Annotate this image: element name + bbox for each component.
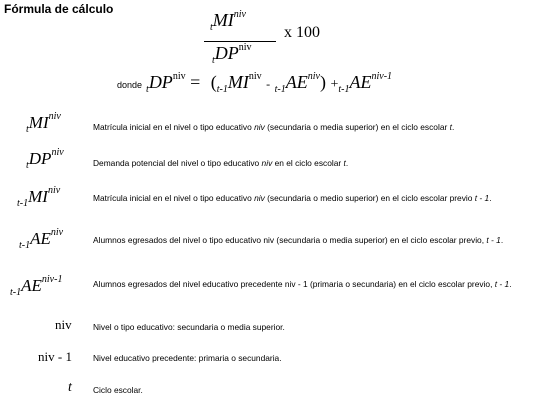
main-formula [200, 8, 340, 68]
description-ae-t1: Alumnos egresados del nivel o tipo educativo niv (secundaria o media superior) en el ciclo escolar previo, t - 1. [93, 235, 504, 245]
symbol-ae-t1-niv1: $_{t-1}AE^{niv-1}$ [10, 274, 63, 298]
formula-multiplier: x 100 [284, 24, 320, 41]
description-t: Ciclo escolar. [93, 385, 143, 395]
symbol-niv: niv [55, 317, 72, 332]
symbol-dp-t: $_tDP^{niv}$ [26, 147, 64, 171]
symbol-niv-minus-1: niv - 1 [38, 349, 72, 364]
description-ae-t1-niv1: Alumnos egresados del nivel educativo precedente niv - 1 (primaria o secundaria) en el ciclo escolar previo, t - 1. [93, 279, 512, 289]
page-title: Fórmula de cálculo [4, 2, 114, 16]
formula-numerator: $_tMI^{niv}$ [210, 9, 246, 33]
donde-label: donde [117, 80, 143, 90]
description-niv-minus-1: Nivel educativo precedente: primaria o secundaria. [93, 353, 282, 363]
symbol-mi-t1: $_{t-1}MI^{niv}$ [17, 185, 61, 209]
symbol-mi-t: $_tMI^{niv}$ [26, 111, 61, 135]
symbol-ae-t1: $_{t-1}AE^{niv}$ [19, 227, 64, 251]
symbol-t: t [68, 380, 72, 395]
description-niv: Nivel o tipo educativo: secundaria o media superior. [93, 322, 285, 332]
description-mi-t1: Matrícula inicial en el nivel o tipo educativo niv (secundaria o medio superior) en el ciclo escolar previo t - 1. [93, 193, 492, 203]
description-dp-t: Demanda potencial del nivel o tipo educativo niv en el ciclo escolar t. [93, 158, 349, 168]
definition-formula: donde $_tDP^{niv} = (_{t-1}MI^{niv} - _{t-1}AE^{niv}) +_{t-1}AE^{niv-1}$ [117, 71, 393, 95]
description-mi-t: Matrícula inicial en el nivel o tipo educativo niv (secundaria o media superior) en el ciclo escolar t. [93, 122, 455, 132]
formula-denominator: $_tDP^{niv}$ [212, 42, 252, 66]
